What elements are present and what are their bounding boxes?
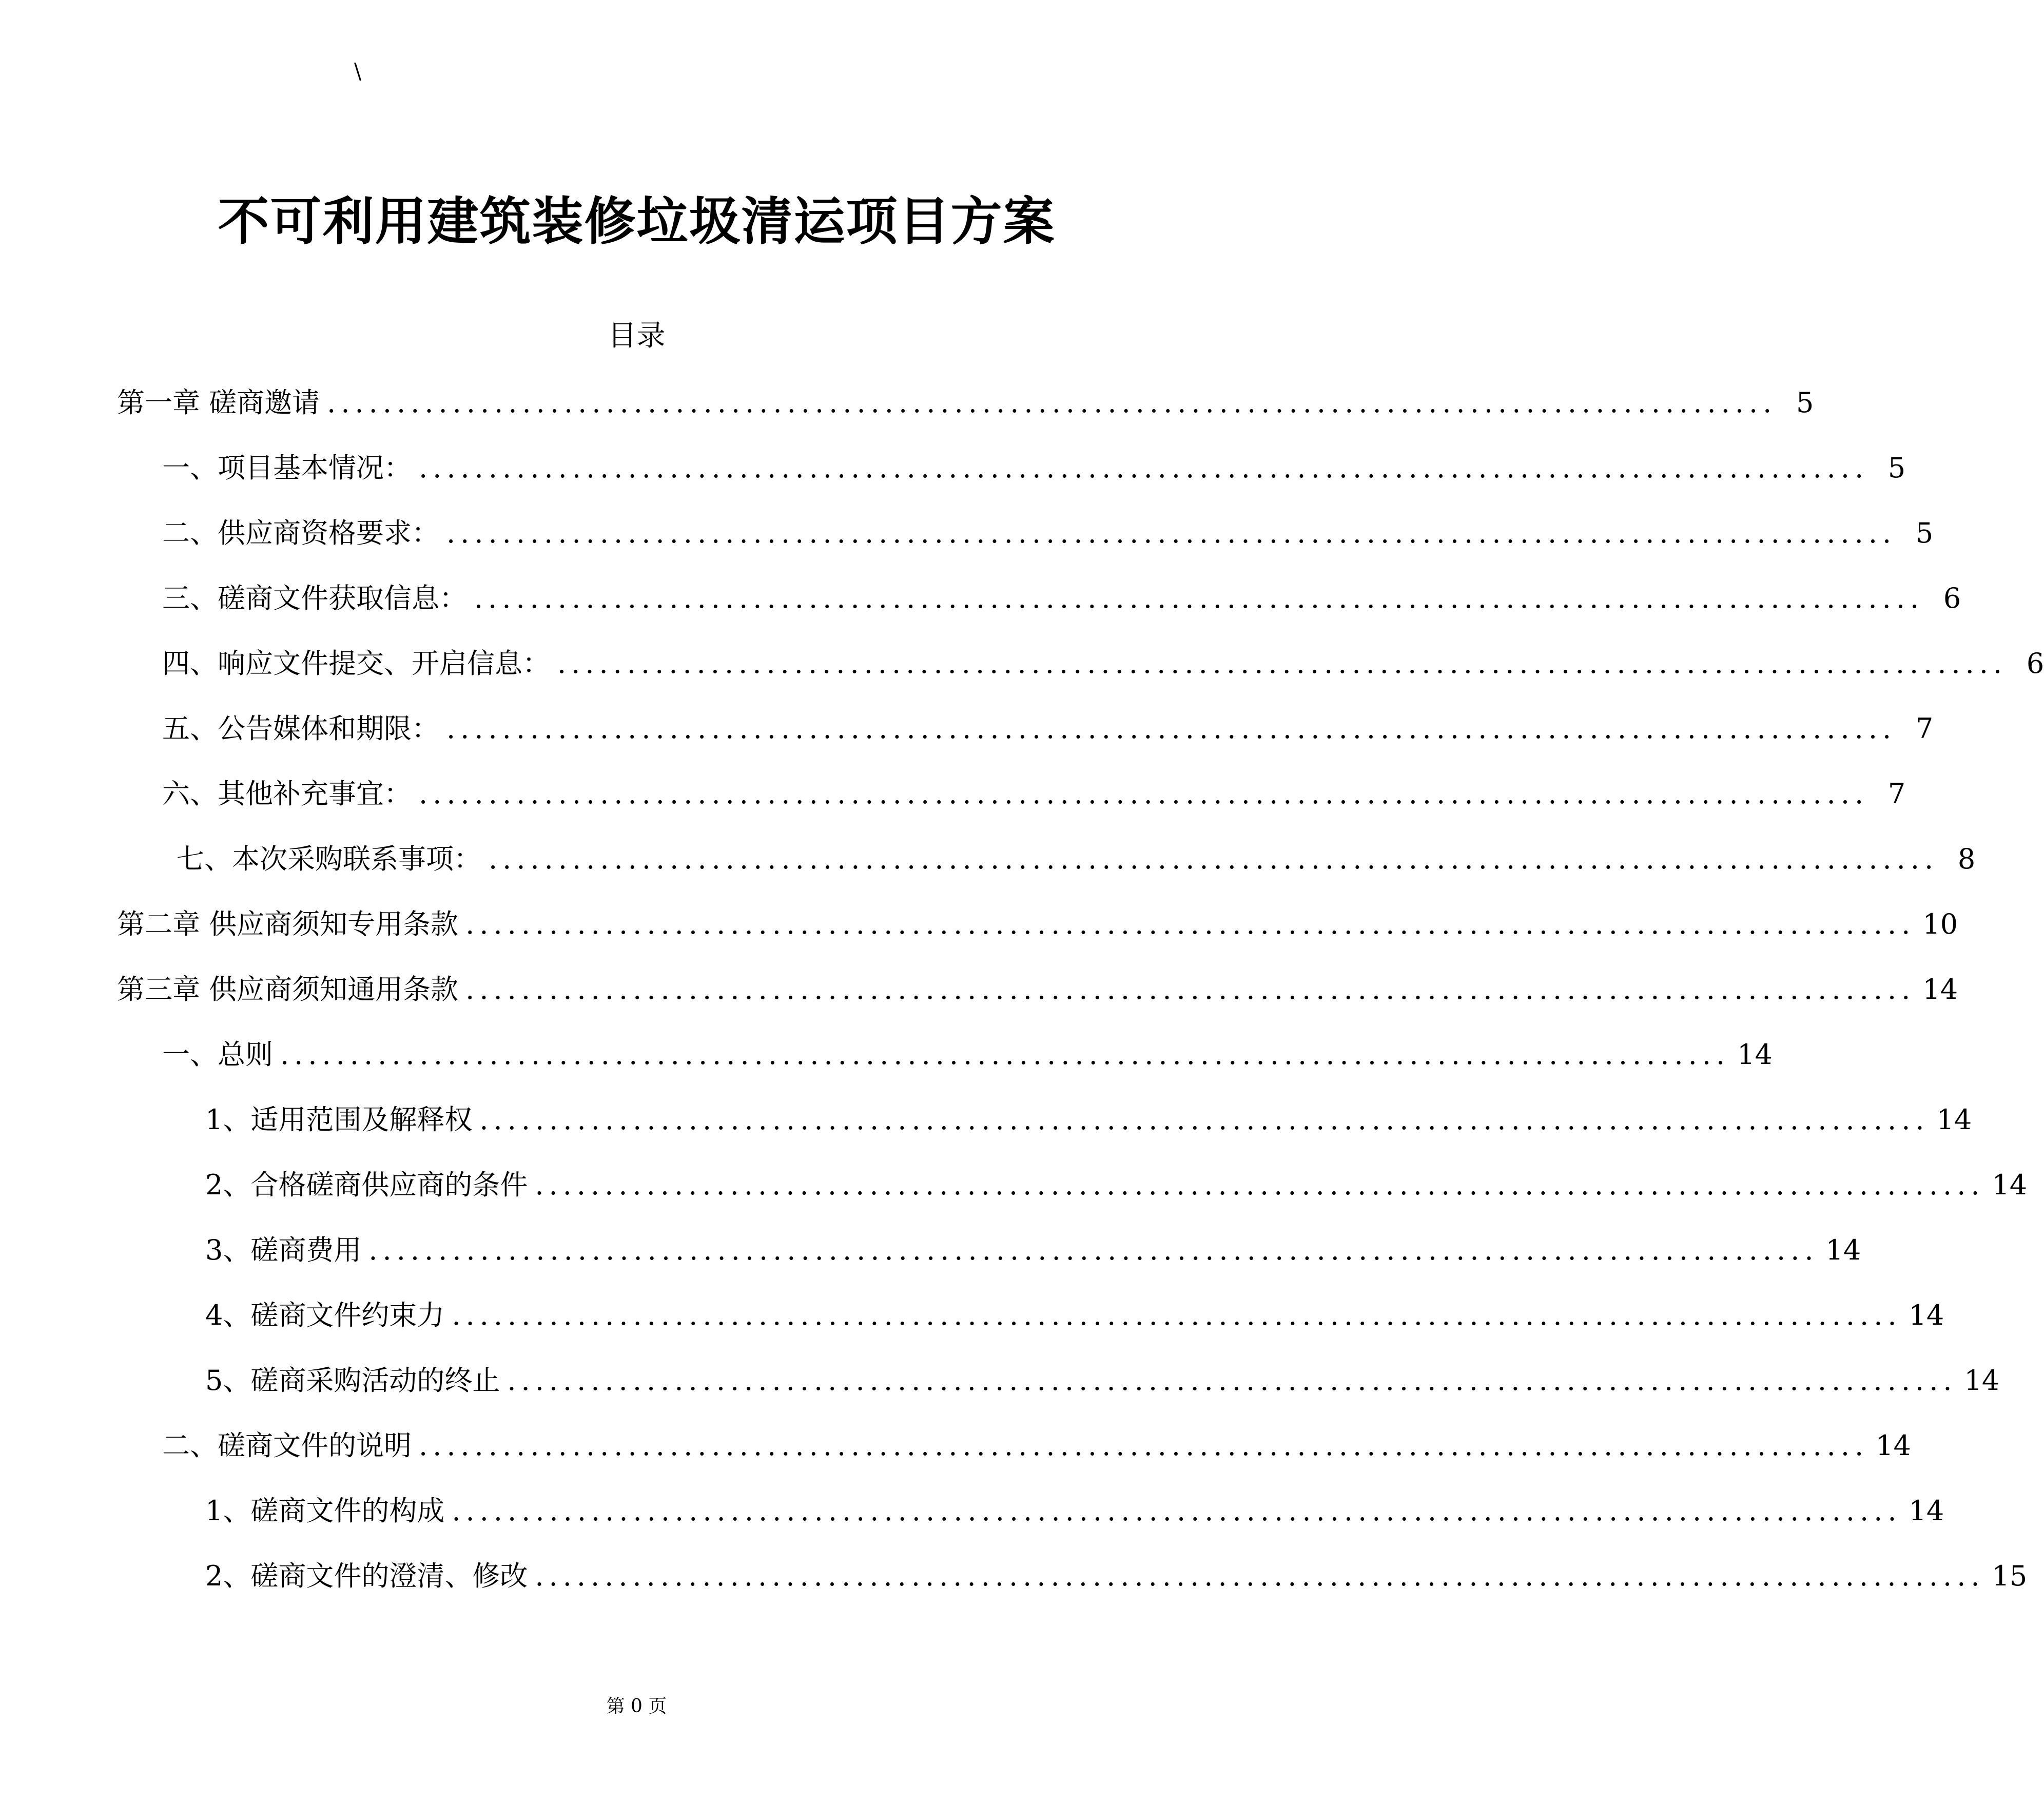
toc-leader-dots: ........................................................................................................: [446, 517, 1897, 549]
toc-entry-page: 14: [1876, 1429, 1911, 1462]
toc-entry-label: 六、其他补充事宜：: [162, 778, 412, 810]
toc-entry-label: 二、磋商文件的说明: [162, 1429, 412, 1462]
toc-entry[interactable]: [205, 1556, 2028, 1597]
toc-leader-dots: ........................................................................................................: [419, 778, 1869, 810]
toc-entry-label: 3、磋商费用: [205, 1234, 362, 1266]
toc-entry-page: 7: [1887, 778, 1906, 810]
toc-entry[interactable]: [205, 1230, 1861, 1271]
toc-entry-page: 14: [1922, 973, 1958, 1005]
toc-entry[interactable]: [162, 578, 1961, 619]
toc-leader-dots: ........................................................................................................: [474, 582, 1924, 614]
toc-entry-label: 第一章 磋商邀请: [117, 386, 320, 419]
toc-entry-label: 2、合格磋商供应商的条件: [205, 1169, 528, 1201]
toc-entry-label: 5、磋商采购活动的终止: [205, 1364, 500, 1397]
toc-entry[interactable]: [205, 1295, 1944, 1336]
toc-entry[interactable]: [162, 1425, 1911, 1466]
toc-entry-page: 14: [1964, 1364, 2000, 1397]
toc-entry[interactable]: [205, 1490, 1944, 1532]
toc-entry-label: 二、供应商资格要求：: [162, 517, 439, 549]
toc-leader-dots: ........................................................................................................: [452, 1495, 1902, 1527]
toc-entry-page: 5: [1887, 452, 1906, 484]
toc-entry-label: 一、项目基本情况：: [162, 452, 412, 484]
toc-entry[interactable]: [205, 1165, 2028, 1206]
toc-entry-label: 七、本次采购联系事项：: [177, 843, 481, 875]
toc-entry-label: 1、适用范围及解释权: [205, 1103, 473, 1136]
toc-entry[interactable]: [177, 839, 1976, 880]
toc-leader-dots: ........................................................................................................: [535, 1169, 1985, 1201]
page-footer: 第 0 页: [606, 1696, 667, 1717]
toc-entry[interactable]: [162, 448, 1906, 489]
toc-entry-page: 7: [1915, 712, 1934, 745]
toc-entry-page: 15: [1992, 1560, 2028, 1592]
toc-leader-dots: ........................................................................................................: [465, 973, 1916, 1005]
toc-entry-page: 14: [1737, 1038, 1773, 1071]
toc-entry-label: 四、响应文件提交、开启信息：: [162, 647, 550, 680]
toc-entry-page: 8: [1957, 843, 1976, 875]
toc-entry-page: 14: [1909, 1299, 1944, 1331]
toc-entry-label: 五、公告媒体和期限：: [162, 712, 439, 745]
toc-entry[interactable]: [162, 708, 1934, 749]
toc-entry-label: 1、磋商文件的构成: [205, 1495, 445, 1527]
toc-entry[interactable]: [117, 382, 1814, 423]
toc-leader-dots: ........................................................................................................: [368, 1234, 1819, 1266]
stray-mark: \: [354, 59, 362, 84]
toc-leader-dots: ........................................................................................................: [557, 647, 2008, 680]
toc-entry-label: 2、磋商文件的澄清、修改: [205, 1560, 528, 1592]
toc-leader-dots: ........................................................................................................: [489, 843, 1939, 875]
toc-entry[interactable]: [162, 773, 1906, 815]
toc-entry[interactable]: [162, 643, 2044, 684]
toc-entry-label: 4、磋商文件约束力: [205, 1299, 445, 1331]
toc-entry-page: 5: [1915, 517, 1934, 549]
toc-entry[interactable]: [117, 904, 1958, 945]
toc-leader-dots: ........................................................................................................: [452, 1299, 1902, 1331]
toc-leader-dots: ........................................................................................................: [507, 1364, 1957, 1397]
toc-entry-label: 第二章 供应商须知专用条款: [117, 908, 459, 940]
toc-leader-dots: ........................................................................................................: [465, 908, 1916, 940]
toc-entry[interactable]: [117, 969, 1958, 1010]
toc-leader-dots: ........................................................................................................: [327, 386, 1777, 419]
toc-entry-page: 14: [1825, 1234, 1861, 1266]
toc-leader-dots: ........................................................................................................: [419, 1429, 1869, 1462]
toc-entry-label: 一、总则: [162, 1038, 273, 1071]
toc-entry-page: 14: [1909, 1495, 1944, 1527]
toc-leader-dots: ........................................................................................................: [479, 1103, 1930, 1136]
toc-entry[interactable]: [205, 1360, 2000, 1401]
toc-entry-page: 6: [2026, 647, 2044, 680]
toc-entry-label: 三、磋商文件获取信息：: [162, 582, 467, 614]
toc-entry-page: 6: [1943, 582, 1961, 614]
toc-entry[interactable]: [205, 1099, 1972, 1140]
toc-leader-dots: ........................................................................................................: [446, 712, 1897, 745]
toc-entry-page: 14: [1992, 1169, 2028, 1201]
toc-heading: 目录: [608, 319, 666, 353]
document-title: 不可利用建筑装修垃圾清运项目方案: [218, 191, 1056, 251]
toc-leader-dots: ........................................................................................................: [419, 452, 1869, 484]
toc-leader-dots: ........................................................................................................: [280, 1038, 1730, 1071]
toc-entry-page: 14: [1936, 1103, 1972, 1136]
toc-entry[interactable]: [162, 1034, 1773, 1075]
toc-entry-label: 第三章 供应商须知通用条款: [117, 973, 459, 1005]
toc-leader-dots: ........................................................................................................: [535, 1560, 1985, 1592]
toc-entry-page: 10: [1922, 908, 1958, 940]
toc-entry[interactable]: [162, 513, 1934, 554]
toc-entry-page: 5: [1796, 386, 1814, 419]
